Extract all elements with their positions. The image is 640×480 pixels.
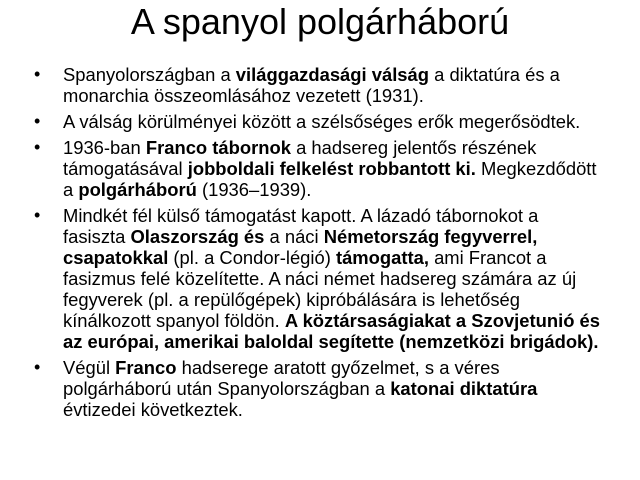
bullet-segment-bold: Olaszország és <box>130 226 265 247</box>
bullet-item-3 <box>34 137 604 200</box>
bullet-segment-bold: jobboldali felkelést robbantott ki. <box>187 158 476 179</box>
bullet-item-2 <box>34 111 604 132</box>
bullet-text <box>63 205 600 352</box>
bullet-segment: A válság körülményei között a szélsőséges erők megerősödtek. <box>63 111 581 132</box>
bullet-text <box>63 137 597 200</box>
bullet-text <box>63 357 537 420</box>
bullet-item-5 <box>34 357 604 420</box>
bullet-segment: a diktatúra és a monarchia összeomlásához vezetett (1931). <box>63 64 560 106</box>
bullet-segment-bold: Franco <box>115 357 177 378</box>
bullet-segment-bold: katonai diktatúra <box>390 378 538 399</box>
bullet-segment: 1936-ban <box>63 137 146 158</box>
slide-title: A spanyol polgárháború <box>130 1 510 42</box>
bullet-segment: a náci <box>264 226 324 247</box>
bullet-icon: • <box>34 64 41 84</box>
bullet-segment: Végül <box>63 357 116 378</box>
bullet-list <box>34 64 604 425</box>
bullet-segment: Mindkét fél külső támogatást kapott. A lázadó tábornokot a fasiszta <box>63 205 539 247</box>
bullet-item-4 <box>34 205 604 352</box>
bullet-segment: hadserege aratott győzelmet, s a véres polgárháború után Spanyolországban a <box>63 357 500 399</box>
bullet-segment: évtizedei következtek. <box>63 399 243 420</box>
bullet-segment: Spanyolországban a <box>63 64 236 85</box>
bullet-segment: (1936–1939). <box>196 179 312 200</box>
bullet-segment-bold: Franco tábornok <box>145 137 291 158</box>
bullet-icon: • <box>34 111 41 131</box>
bullet-segment: a hadsereg jelentős részének támogatásával <box>63 137 537 179</box>
bullet-item-1 <box>34 64 604 106</box>
bullet-segment: (pl. a Condor-légió) <box>168 247 336 268</box>
bullet-icon: • <box>34 357 41 377</box>
bullet-icon: • <box>34 137 41 157</box>
bullet-text <box>63 64 560 106</box>
bullet-segment-bold: polgárháború <box>78 179 197 200</box>
bullet-segment-bold: Németország fegyverrel, csapatokkal <box>63 226 538 268</box>
bullet-segment-bold: A köztársaságiakat a Szovjetunió és az európai, amerikai baloldal segítette (nemzetközi brigádok). <box>63 310 601 352</box>
bullet-segment-bold: támogatta, <box>335 247 429 268</box>
bullet-icon: • <box>34 205 41 225</box>
bullet-text <box>63 111 580 132</box>
bullet-segment-bold: világgazdasági válság <box>235 64 429 85</box>
bullet-segment: ami Francot a fasizmus felé közelítette. A náci német hadsereg számára az új fegyverek (pl. a repülőgépek) kipróbálására is lehetőség kínálkozott spanyol földön. <box>63 247 577 331</box>
bullet-segment: Megkezdődött a <box>63 158 597 200</box>
